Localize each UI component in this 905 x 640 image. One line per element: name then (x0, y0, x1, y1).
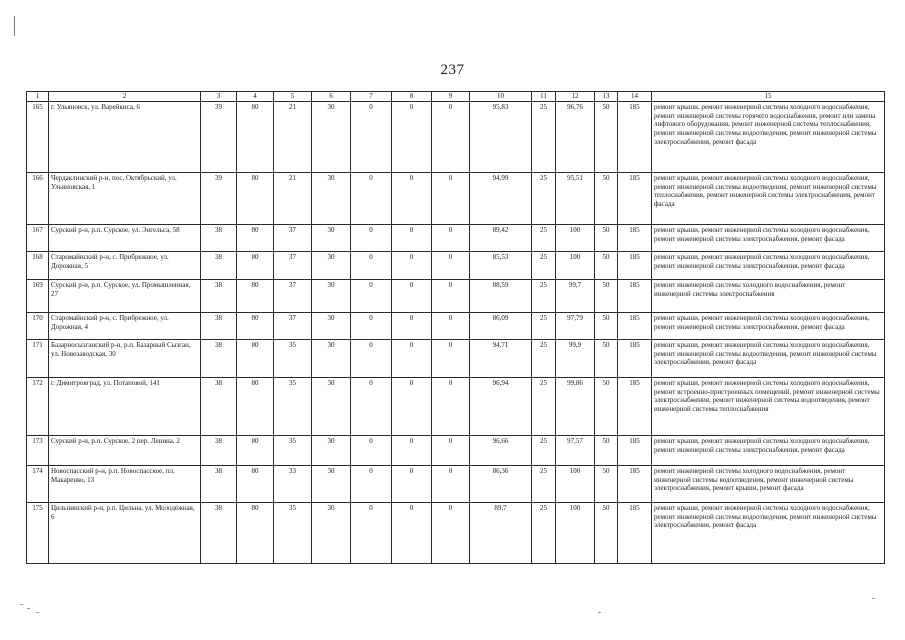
value-cell: 94,71 (470, 340, 532, 378)
value-cell: 25 (532, 313, 556, 340)
value-cell: 0 (392, 503, 432, 564)
value-cell: 100 (556, 503, 595, 564)
value-cell: 89,42 (470, 225, 532, 252)
table-row (27, 466, 885, 503)
value-cell: 95,51 (556, 173, 595, 225)
table-row (27, 280, 885, 313)
value-cell: 0 (432, 280, 470, 313)
value-cell: 185 (618, 466, 652, 503)
value-cell: 0 (392, 102, 432, 173)
value-cell: 39 (201, 102, 237, 173)
scan-edge-mark (14, 16, 15, 36)
column-header-9: 9 (432, 92, 470, 102)
column-header-14: 14 (618, 92, 652, 102)
value-cell: 0 (392, 340, 432, 378)
works-cell: ремонт крыши, ремонт инженерной системы холодного водоснабжения, ремонт инженерной системы электроснабжения, ремонт фасада (652, 436, 885, 466)
value-cell: 185 (618, 102, 652, 173)
value-cell: 37 (274, 280, 312, 313)
column-header-3: 3 (201, 92, 237, 102)
works-cell: ремонт крыши, ремонт инженерной системы холодного водоснабжения, ремонт встроенно-пристроенных помещений, ремонт инженерной системы электроснабжения, ремонт инженерной системы водоотведения, ремонт инженерной системы теплоснабжения (652, 378, 885, 436)
value-cell: 185 (618, 252, 652, 280)
value-cell: 35 (274, 378, 312, 436)
value-cell: 0 (392, 252, 432, 280)
value-cell: 21 (274, 102, 312, 173)
value-cell: 30 (312, 466, 351, 503)
value-cell: 185 (618, 225, 652, 252)
address-cell: Цильнинский р-н, р.п. Цильна, ул. Молодёжная, 6 (49, 503, 201, 564)
value-cell: 80 (237, 102, 274, 173)
value-cell: 30 (312, 252, 351, 280)
column-header-8: 8 (392, 92, 432, 102)
value-cell: 99,9 (556, 340, 595, 378)
value-cell: 38 (201, 436, 237, 466)
row-number-cell: 171 (27, 340, 49, 378)
column-header-5: 5 (274, 92, 312, 102)
value-cell: 85,53 (470, 252, 532, 280)
value-cell: 21 (274, 173, 312, 225)
value-cell: 0 (432, 313, 470, 340)
value-cell: 0 (392, 225, 432, 252)
value-cell: 38 (201, 313, 237, 340)
value-cell: 0 (392, 280, 432, 313)
value-cell: 185 (618, 340, 652, 378)
header-row (27, 92, 885, 102)
table-body (27, 102, 885, 564)
value-cell: 30 (312, 225, 351, 252)
value-cell: 96,66 (470, 436, 532, 466)
value-cell: 37 (274, 252, 312, 280)
data-table (26, 91, 885, 564)
value-cell: 35 (274, 503, 312, 564)
works-cell: ремонт крыши, ремонт инженерной системы холодного водоснабжения, ремонт инженерной системы горячего водоснабжения, ремонт или замена лифтового оборудования, ремонт инженерной системы теплоснабжения, ремонт инженерной системы водоотведения, ремонт инженерной системы электроснабжения, ремонт фасада (652, 102, 885, 173)
value-cell: 50 (595, 102, 618, 173)
value-cell: 25 (532, 466, 556, 503)
scan-speck (20, 604, 23, 605)
value-cell: 50 (595, 313, 618, 340)
value-cell: 86,36 (470, 466, 532, 503)
value-cell: 80 (237, 280, 274, 313)
value-cell: 39 (201, 173, 237, 225)
row-number-cell: 172 (27, 378, 49, 436)
value-cell: 30 (312, 378, 351, 436)
page-number: 237 (440, 62, 465, 78)
table-row (27, 173, 885, 225)
value-cell: 50 (595, 340, 618, 378)
value-cell: 80 (237, 503, 274, 564)
address-cell: Базарносызганский р-н, р.п. Базарный Сызган, ул. Новозаводская, 30 (49, 340, 201, 378)
value-cell: 0 (392, 173, 432, 225)
value-cell: 38 (201, 252, 237, 280)
value-cell: 185 (618, 280, 652, 313)
column-header-12: 12 (556, 92, 595, 102)
value-cell: 0 (432, 102, 470, 173)
value-cell: 0 (432, 378, 470, 436)
value-cell: 25 (532, 503, 556, 564)
works-cell: ремонт крыши, ремонт инженерной системы холодного водоснабжения, ремонт инженерной системы электроснабжения, ремонт фасада (652, 313, 885, 340)
row-number-cell: 166 (27, 173, 49, 225)
value-cell: 97,57 (556, 436, 595, 466)
column-header-11: 11 (532, 92, 556, 102)
row-number-cell: 173 (27, 436, 49, 466)
value-cell: 0 (351, 102, 392, 173)
address-cell: Сурский р-н, р.п. Сурское, ул. Энгельса, 58 (49, 225, 201, 252)
value-cell: 30 (312, 313, 351, 340)
value-cell: 38 (201, 378, 237, 436)
works-cell: ремонт крыши, ремонт инженерной системы холодного водоснабжения, ремонт инженерной системы водоотведения, ремонт инженерной системы теплоснабжения, ремонт инженерной системы электроснабжения, ремонт фасада (652, 173, 885, 225)
value-cell: 80 (237, 173, 274, 225)
value-cell: 0 (392, 313, 432, 340)
value-cell: 0 (432, 173, 470, 225)
table-row (27, 102, 885, 173)
value-cell: 50 (595, 252, 618, 280)
value-cell: 25 (532, 252, 556, 280)
value-cell: 25 (532, 173, 556, 225)
column-header-15: 15 (652, 92, 885, 102)
table-row (27, 436, 885, 466)
value-cell: 80 (237, 436, 274, 466)
table-row (27, 225, 885, 252)
value-cell: 50 (595, 378, 618, 436)
value-cell: 0 (432, 340, 470, 378)
value-cell: 100 (556, 225, 595, 252)
scan-speck (598, 612, 601, 613)
address-cell: г. Ульяновск, ул. Варейкиса, 6 (49, 102, 201, 173)
table-row (27, 313, 885, 340)
address-cell: Сурский р-н, р.п. Сурское, 2 пер. Ленина, 2 (49, 436, 201, 466)
value-cell: 35 (274, 436, 312, 466)
value-cell: 80 (237, 340, 274, 378)
value-cell: 50 (595, 225, 618, 252)
value-cell: 80 (237, 313, 274, 340)
value-cell: 0 (351, 378, 392, 436)
column-header-10: 10 (470, 92, 532, 102)
value-cell: 0 (432, 252, 470, 280)
value-cell: 185 (618, 503, 652, 564)
value-cell: 38 (201, 280, 237, 313)
value-cell: 185 (618, 436, 652, 466)
value-cell: 185 (618, 313, 652, 340)
address-cell: Старомайнский р-н, с. Прибрежное, ул. Дорожная, 4 (49, 313, 201, 340)
value-cell: 0 (351, 503, 392, 564)
value-cell: 50 (595, 503, 618, 564)
works-cell: ремонт крыши, ремонт инженерной системы холодного водоснабжения, ремонт инженерной системы электроснабжения, ремонт фасада (652, 225, 885, 252)
value-cell: 50 (595, 436, 618, 466)
value-cell: 38 (201, 503, 237, 564)
value-cell: 0 (392, 436, 432, 466)
value-cell: 0 (351, 173, 392, 225)
value-cell: 38 (201, 225, 237, 252)
value-cell: 88,59 (470, 280, 532, 313)
value-cell: 50 (595, 466, 618, 503)
table-row (27, 340, 885, 378)
value-cell: 86,09 (470, 313, 532, 340)
value-cell: 89,7 (470, 503, 532, 564)
value-cell: 38 (201, 466, 237, 503)
column-header-2: 2 (49, 92, 201, 102)
value-cell: 25 (532, 436, 556, 466)
address-cell: Чердаклинский р-н, пос. Октябрьский, ул. Ульяновская, 1 (49, 173, 201, 225)
value-cell: 0 (432, 503, 470, 564)
value-cell: 0 (351, 466, 392, 503)
value-cell: 30 (312, 102, 351, 173)
value-cell: 80 (237, 252, 274, 280)
table-header (27, 92, 885, 102)
value-cell: 96,94 (470, 378, 532, 436)
value-cell: 25 (532, 340, 556, 378)
address-cell: Новоспасский р-н, р.п. Новоспасское, пл. Макаренко, 13 (49, 466, 201, 503)
address-cell: г. Димитровград, ул. Потаповой, 141 (49, 378, 201, 436)
value-cell: 30 (312, 340, 351, 378)
scan-speck (872, 598, 875, 599)
row-number-cell: 170 (27, 313, 49, 340)
value-cell: 0 (351, 252, 392, 280)
value-cell: 80 (237, 466, 274, 503)
value-cell: 30 (312, 503, 351, 564)
table-row (27, 378, 885, 436)
value-cell: 0 (351, 340, 392, 378)
row-number-cell: 174 (27, 466, 49, 503)
scan-speck (36, 612, 39, 613)
column-header-7: 7 (351, 92, 392, 102)
value-cell: 37 (274, 313, 312, 340)
value-cell: 0 (432, 225, 470, 252)
value-cell: 30 (312, 436, 351, 466)
value-cell: 80 (237, 225, 274, 252)
value-cell: 100 (556, 466, 595, 503)
column-header-13: 13 (595, 92, 618, 102)
scan-speck (27, 608, 30, 609)
value-cell: 185 (618, 173, 652, 225)
value-cell: 50 (595, 280, 618, 313)
works-cell: ремонт инженерной системы холодного водоснабжения, ремонт инженерной системы водоотведения, ремонт инженерной системы электроснабжения, ремонт крыши, ремонт фасада (652, 466, 885, 503)
address-cell: Сурский р-н, р.п. Сурское, ул. Промышленная, 27 (49, 280, 201, 313)
value-cell: 0 (392, 466, 432, 503)
value-cell: 80 (237, 378, 274, 436)
value-cell: 37 (274, 225, 312, 252)
value-cell: 0 (432, 436, 470, 466)
row-number-cell: 168 (27, 252, 49, 280)
value-cell: 0 (432, 466, 470, 503)
value-cell: 100 (556, 252, 595, 280)
value-cell: 0 (392, 378, 432, 436)
value-cell: 35 (274, 340, 312, 378)
column-header-1: 1 (27, 92, 49, 102)
row-number-cell: 169 (27, 280, 49, 313)
table-row (27, 252, 885, 280)
column-header-6: 6 (312, 92, 351, 102)
table-row (27, 503, 885, 564)
value-cell: 95,83 (470, 102, 532, 173)
works-cell: ремонт крыши, ремонт инженерной системы холодного водоснабжения, ремонт инженерной системы водоотведения, ремонт инженерной системы электроснабжения, ремонт фасада (652, 503, 885, 564)
row-number-cell: 165 (27, 102, 49, 173)
value-cell: 33 (274, 466, 312, 503)
value-cell: 185 (618, 378, 652, 436)
value-cell: 99,86 (556, 378, 595, 436)
value-cell: 0 (351, 313, 392, 340)
row-number-cell: 167 (27, 225, 49, 252)
value-cell: 97,79 (556, 313, 595, 340)
row-number-cell: 175 (27, 503, 49, 564)
works-cell: ремонт инженерной системы холодного водоснабжения, ремонт инженерной системы электроснабжения (652, 280, 885, 313)
value-cell: 0 (351, 436, 392, 466)
value-cell: 25 (532, 102, 556, 173)
value-cell: 25 (532, 225, 556, 252)
address-cell: Старомайнский р-н, с. Прибрежное, ул. Дорожная, 5 (49, 252, 201, 280)
value-cell: 50 (595, 173, 618, 225)
column-header-4: 4 (237, 92, 274, 102)
value-cell: 30 (312, 280, 351, 313)
value-cell: 99,7 (556, 280, 595, 313)
value-cell: 0 (351, 280, 392, 313)
value-cell: 25 (532, 280, 556, 313)
value-cell: 94,99 (470, 173, 532, 225)
works-cell: ремонт крыши, ремонт инженерной системы холодного водоснабжения, ремонт инженерной системы водоотведения, ремонт инженерной системы электроснабжения, ремонт фасада (652, 340, 885, 378)
works-cell: ремонт крыши, ремонт инженерной системы холодного водоснабжения, ремонт инженерной системы электроснабжения, ремонт фасада (652, 252, 885, 280)
value-cell: 96,76 (556, 102, 595, 173)
value-cell: 38 (201, 340, 237, 378)
value-cell: 25 (532, 378, 556, 436)
value-cell: 0 (351, 225, 392, 252)
value-cell: 30 (312, 173, 351, 225)
